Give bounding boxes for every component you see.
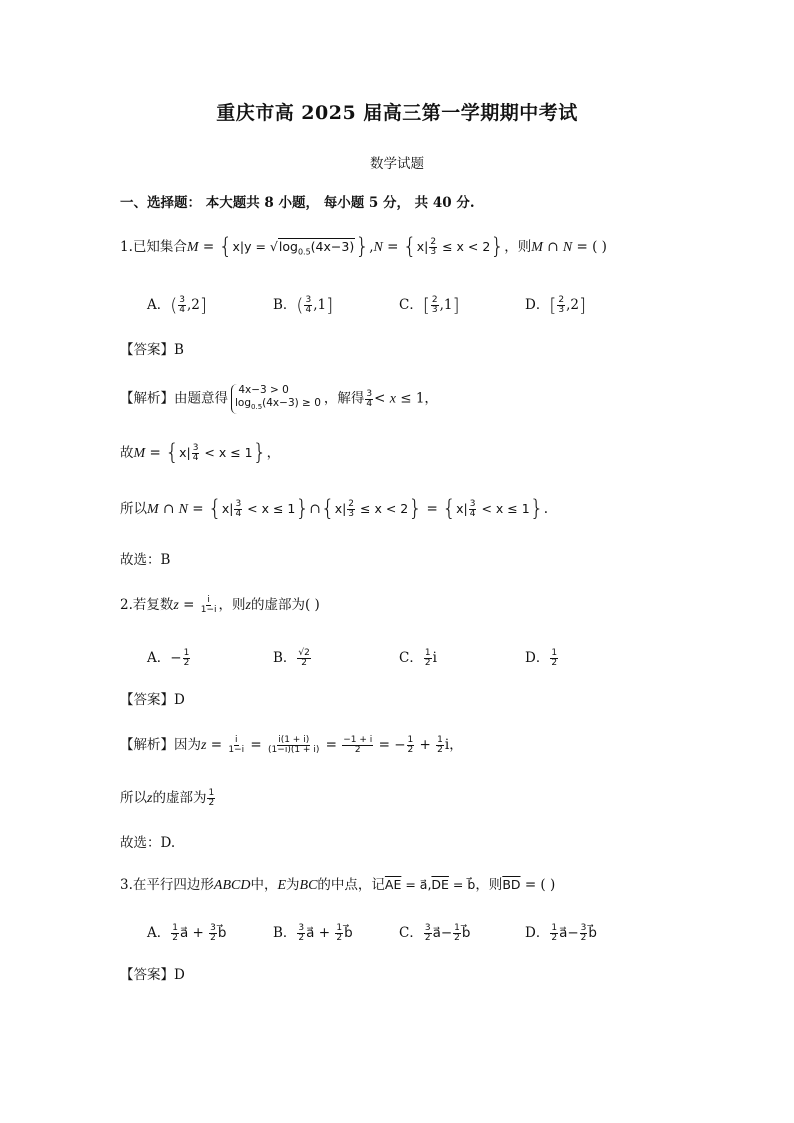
q2-option-b: B． $\frac{√2}{2}$ xyxy=(273,648,310,668)
q2-option-d: D． $\frac{1}{2}$ xyxy=(525,648,558,668)
q3-option-b: B． $\frac{3}{2}$ a⃗ + $\frac{1}{2}$ b⃗ xyxy=(273,923,353,943)
q3-option-c: C． $\frac{3}{2}$ a⃗− $\frac{1}{2}$ b⃗ xyxy=(399,923,471,943)
q1-analysis-line1: 【解析】由题意得 4x−3 > 0 $\log_{0.5}(4x-3) \ge 0$ ，解得 $\frac{3}{4}$ < x ≤ 1， xyxy=(120,384,438,414)
q1-conclusion: 故选：B xyxy=(120,552,171,568)
question-1-stem: 1.已知集合$M = \{x|y = √\log_{0.5}(4x-3)\},N = \{x|$ $\frac{2}{3}$ ≤ x < 2}，则M ∩ N = ( ) xyxy=(120,234,607,260)
q1-analysis-line2: 故M = {x| $\frac{3}{4}$ < x ≤ 1}， xyxy=(120,440,281,466)
q1-stem-prefix: 1.已知集合 xyxy=(120,239,187,255)
question-3-stem: 3.在平行四边形ABCD中，E为BC的中点，记$\overline{AE}$ = $a⃗,\overline{DE}$ = b⃗，则$\overline{BD}$ = ( ) xyxy=(120,877,556,893)
q2-answer: 【答案】D xyxy=(120,692,185,708)
q2-analysis-line1: 【解析】因为z = $\frac{i}{1-i}$ = $\frac{i(1 + i)}{(1-i)(1 + i)}$ = $\frac{-1 + i}{2}$ = − $\frac{1}{2}$ + $\frac{1}{2}$ i， xyxy=(120,735,463,755)
q2-conclusion: 故选：D. xyxy=(120,835,176,851)
q3-option-a: A． $\frac{1}{2}$ a⃗ + $\frac{3}{2}$ b⃗ xyxy=(147,923,227,943)
q2-option-c: C． $\frac{1}{2}$ i xyxy=(399,648,437,668)
q1-option-d: D．[ $\frac{2}{3}$ ,2] xyxy=(525,295,587,316)
section-heading: 一、选择题： 本大题共 8 小题， 每小题 5 分， 共 40 分. xyxy=(120,195,475,211)
q1-stem-suffix: ，则 xyxy=(504,239,532,255)
q2-analysis-line2: 所以z的虚部为 $\frac{1}{2}$ xyxy=(120,788,215,808)
q2-option-a: A．− $\frac{1}{2}$ xyxy=(147,648,190,668)
page-subtitle: 数学试题 xyxy=(370,156,424,172)
page-title: 重庆市高 2025 届高三第一学期期中考试 xyxy=(216,102,578,124)
question-2-stem: 2.若复数z = $\frac{i}{1-i}$ ，则z的虚部为( ) xyxy=(120,595,320,615)
q1-option-a: A．( $\frac{3}{4}$ ,2] xyxy=(147,295,207,316)
q1-option-b: B．( $\frac{3}{4}$ ,1] xyxy=(273,295,334,316)
q1-analysis-line3: 所以M ∩ N = {x| $\frac{3}{4}$ < x ≤ 1}∩{x| $\frac{2}{3}$ ≤ x < 2} = {x| $\frac{3}{4}$ < x ≤ 1}. xyxy=(120,496,548,522)
q1-stem-end: = ( ) xyxy=(576,239,607,255)
q1-option-c: C．[ $\frac{2}{3}$ ,1] xyxy=(399,295,460,316)
q3-option-d: D． $\frac{1}{2}$ a⃗− $\frac{3}{2}$ b⃗ xyxy=(525,923,597,943)
q1-answer: 【答案】B xyxy=(120,342,184,358)
q3-answer: 【答案】D xyxy=(120,967,185,983)
